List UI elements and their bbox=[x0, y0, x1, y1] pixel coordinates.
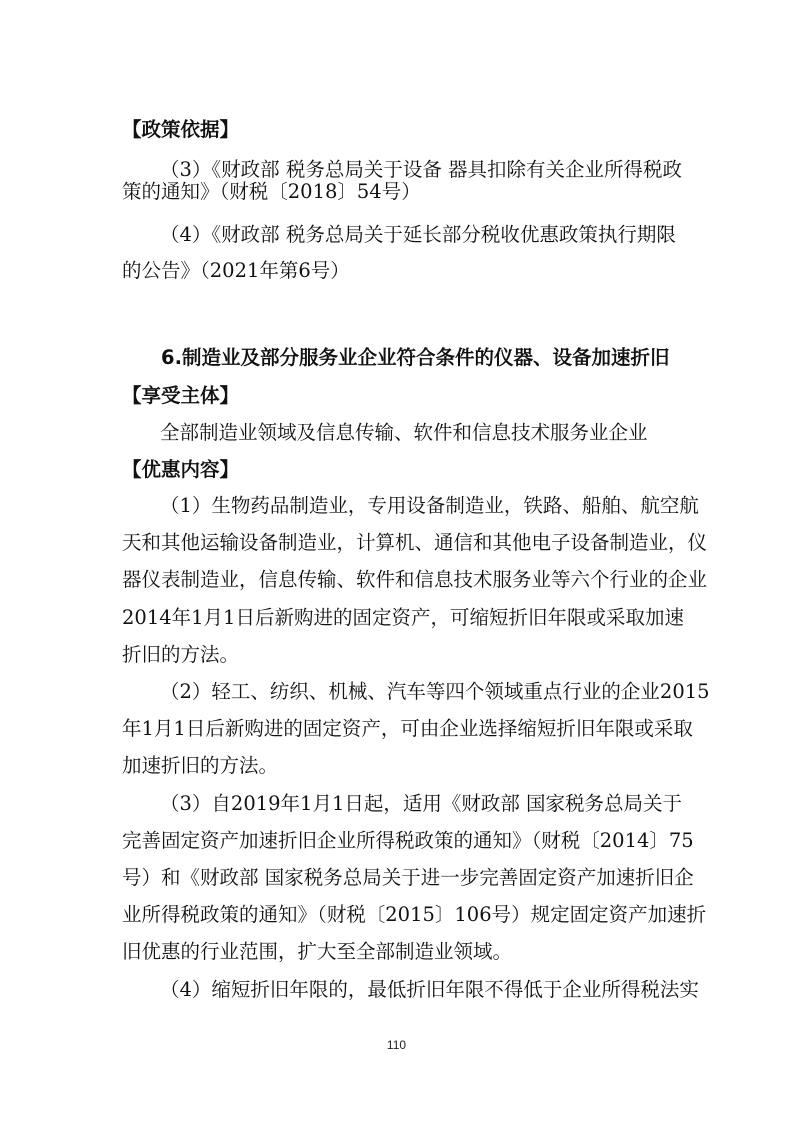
paragraph-2-line2: 年1月1日后新购进的固定资产，可由企业选择缩短折旧年限或采取 bbox=[122, 717, 693, 740]
paragraph-1-line1: （1）生物药品制造业，专用设备制造业，铁路、船舶、航空航 bbox=[160, 494, 699, 517]
basis-item-4-line2: 的公告》（2021年第6号） bbox=[122, 259, 350, 282]
paragraph-4-line1: （4）缩短折旧年限的，最低折旧年限不得低于企业所得税法实 bbox=[160, 978, 699, 1001]
paragraph-3-line3: 号）和《财政部 国家税务总局关于进一步完善固定资产加速折旧企 bbox=[122, 866, 694, 889]
basis-item-4-line1: （4）《财政部 税务总局关于延长部分税收优惠政策执行期限 bbox=[160, 223, 676, 246]
paragraph-1-line3: 器仪表制造业，信息传输、软件和信息技术服务业等六个行业的企业 bbox=[122, 568, 708, 591]
paragraph-3-line2: 完善固定资产加速折旧企业所得税政策的通知》（财税〔2014〕75 bbox=[122, 829, 694, 852]
paragraph-3-line5: 旧优惠的行业范围，扩大至全部制造业领域。 bbox=[122, 940, 513, 963]
page-number: 110 bbox=[386, 1038, 407, 1052]
paragraph-1-line2: 天和其他运输设备制造业，计算机、通信和其他电子设备制造业，仪 bbox=[122, 531, 708, 554]
beneficiary-heading: 【享受主体】 bbox=[122, 384, 240, 407]
benefit-content-heading: 【优惠内容】 bbox=[122, 458, 240, 481]
paragraph-2-line1: （2）轻工、纺织、机械、汽车等四个领域重点行业的企业2015 bbox=[160, 680, 710, 703]
paragraph-1-line4: 2014年1月1日后新购进的固定资产，可缩短折旧年限或采取加速 bbox=[122, 606, 684, 629]
paragraph-3-line4: 业所得税政策的通知》（财税〔2015〕106号）规定固定资产加速折 bbox=[122, 903, 707, 926]
policy-basis-heading: 【政策依据】 bbox=[122, 118, 240, 141]
paragraph-3-line1: （3）自2019年1月1日起，适用《财政部 国家税务总局关于 bbox=[160, 792, 683, 815]
section-6-title: 6.制造业及部分服务业企业符合条件的仪器、设备加速折旧 bbox=[161, 346, 670, 369]
beneficiary-text: 全部制造业领域及信息传输、软件和信息技术服务业企业 bbox=[160, 421, 648, 444]
basis-item-3-line2: 策的通知》（财税〔2018〕54号） bbox=[122, 180, 421, 203]
basis-item-3-line1: （3）《财政部 税务总局关于设备 器具扣除有关企业所得税政 bbox=[160, 158, 683, 181]
paragraph-1-line5: 折旧的方法。 bbox=[122, 643, 240, 666]
paragraph-2-line3: 加速折旧的方法。 bbox=[122, 754, 279, 777]
